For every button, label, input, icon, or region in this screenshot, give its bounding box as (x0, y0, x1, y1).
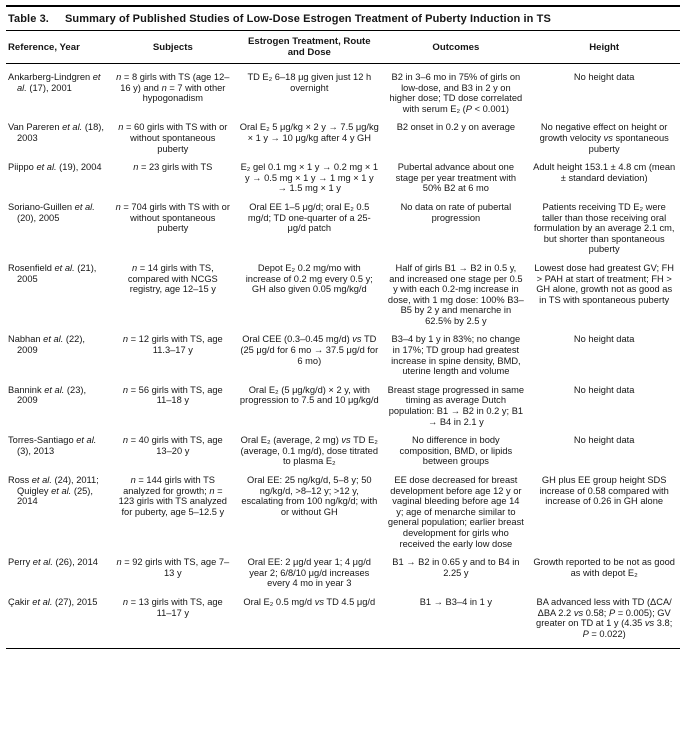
cell-outcomes: B2 in 3–6 mo in 75% of girls on low-dose, and B3 in 2 y on higher dose; TD dose correlated with serum E₂ (P < 0.001) (389, 72, 523, 114)
table-row (6, 64, 680, 115)
table-body (6, 64, 680, 649)
column-header-outcomes: Outcomes (383, 31, 528, 64)
table-row (6, 377, 680, 427)
cell-height: No negative effect on height or growth velocity vs spontaneous puberty (539, 122, 669, 154)
cell-treatment: Oral CEE (0.3–0.45 mg/d) vs TD (25 μg/d for 6 mo → 37.5 μg/d for 6 mo) (240, 334, 379, 366)
cell-treatment: Oral E₂ (5 μg/kg/d) × 2 y, with progression to 7.5 and 10 μg/kg/d (239, 384, 379, 406)
cell-subjects: n = 13 girls with TS, age 11–17 y (122, 596, 223, 618)
cell-reference: Rosenfield et al. (21), 2005 (8, 262, 97, 284)
cell-treatment: Oral EE: 2 μg/d year 1; 4 μg/d year 2; 6/8/10 μg/d increases every 4 mo in year 3 (247, 557, 371, 589)
cell-subjects: n = 8 girls with TS (age 12–16 y) and n = 7 with other hypogonadism (116, 72, 230, 104)
cell-treatment: Oral EE 1–5 μg/d; oral E₂ 0.5 mg/d; TD one-quarter of a 25-μg/d patch (247, 201, 371, 234)
cell-treatment: Depot E₂ 0.2 mg/mo with increase of 0.2 mg every 0.5 y; GH also given 0.05 mg/kg/d (245, 262, 373, 295)
cell-height: No height data (573, 334, 635, 345)
cell-reference: Bannink et al. (23), 2009 (8, 384, 87, 406)
table-row (6, 114, 680, 154)
cell-treatment: Oral E₂ 5 μg/kg × 2 y → 7.5 μg/kg × 1 y → 10 μg/kg after 4 y GH (239, 122, 379, 143)
cell-treatment: E₂ gel 0.1 mg × 1 y → 0.2 mg × 1 y → 0.5 mg × 1 y → 1 mg × 1 y → 1.5 mg × 1 y (240, 162, 379, 194)
studies-table (6, 31, 680, 649)
table-row (6, 255, 680, 327)
cell-height: Patients receiving TD E₂ were taller than those receiving oral formulation by an average 2.1 cm, but shorter than spontaneous puberty (533, 201, 675, 255)
table-number: Table 3. (8, 13, 49, 25)
cell-outcomes: B3–4 by 1 y in 83%; no change in 17%; TD group had greatest increase in spine density, BMD, uterine length and volume (391, 334, 521, 377)
cell-height: Adult height 153.1 ± 4.8 cm (mean ± standard deviation) (533, 162, 676, 183)
cell-reference: Soriano-Guillen et al. (20), 2005 (8, 201, 95, 223)
cell-subjects: n = 56 girls with TS, age 11–18 y (122, 384, 223, 406)
cell-reference: Ross et al. (24), 2011; Quigley et al. (25), 2014 (8, 475, 99, 507)
cell-treatment: Oral E₂ 0.5 mg/d vs TD 4.5 μg/d (243, 596, 376, 607)
cell-outcomes: B1 → B3–4 in 1 y (419, 596, 493, 607)
column-header-estrogen-treatment: Estrogen Treatment, Route and Dose (235, 31, 383, 64)
cell-outcomes: No difference in body composition, BMD, or lipids between groups (399, 435, 513, 467)
cell-outcomes: Half of girls B1 → B2 in 0.5 y, and increased one stage per 0.5 y with each 0.2-mg increase in dose, with 1 mg dose: 100% B3–B5 by 2 y and menarche in 62.5% by 2.5 y (387, 262, 524, 326)
cell-treatment: Oral EE: 25 ng/kg/d, 5–8 y; 50 ng/kg/d, >8–12 y; >12 y, escalating from 100 ng/kg/d; with or without GH (241, 475, 378, 517)
cell-reference: Nabhan et al. (22), 2009 (8, 334, 86, 356)
cell-outcomes: B2 onset in 0.2 y on average (396, 122, 516, 133)
cell-reference: Ankarberg-Lindgren et al. (17), 2001 (8, 72, 101, 93)
cell-subjects: n = 704 girls with TS with or without spontaneous puberty (115, 201, 230, 234)
cell-height: Growth reported to be not as good as with depot E₂ (533, 557, 675, 578)
table-row (6, 326, 680, 376)
cell-outcomes: Pubertal advance about one stage per year treatment with 50% B2 at 6 mo (395, 162, 517, 194)
cell-outcomes: Breast stage progressed in same timing as average Dutch population: B1 → B2 in 0.2 y; B1 → B4 in 2.1 y (387, 384, 525, 427)
cell-height: Lowest dose had greatest GV; FH > PAH at start of treatment; FH > GH alone, growth not as good as in TS with spontaneous puberty (534, 262, 675, 305)
table-caption (6, 5, 680, 31)
column-header-reference-year: Reference, Year (6, 31, 110, 64)
table-row (6, 427, 680, 467)
cell-outcomes: No data on rate of pubertal progression (400, 201, 512, 223)
cell-reference: Van Pareren et al. (18), 2003 (8, 122, 104, 143)
table-row (6, 549, 680, 589)
column-header-height: Height (528, 31, 680, 64)
cell-subjects: n = 144 girls with TS analyzed for growth; n = 123 girls with TS analyzed for puberty, age 5–12.5 y (118, 475, 227, 517)
header-row (6, 31, 680, 64)
cell-height: No height data (573, 435, 635, 446)
cell-subjects: n = 14 girls with TS, compared with NCGS registry, age 12–15 y (127, 262, 218, 295)
cell-height: BA advanced less with TD (ΔCA/ΔBA 2.2 vs 0.58; P = 0.005); GV greater on TD at 1 y (4.35 vs 3.8; P = 0.022) (536, 596, 673, 639)
table-row (6, 589, 680, 649)
table-row (6, 467, 680, 549)
cell-subjects: n = 12 girls with TS, age 11.3–17 y (122, 334, 223, 356)
cell-height: No height data (573, 384, 635, 395)
cell-treatment: Oral E₂ (average, 2 mg) vs TD E₂ (average, 0.1 mg/d), dose titrated to plasma E₂ (240, 435, 379, 467)
cell-reference: Torres-Santiago et al. (3), 2013 (8, 435, 97, 456)
cell-reference: Piippo et al. (19), 2004 (8, 162, 102, 173)
cell-height: No height data (573, 72, 635, 82)
table-row (6, 154, 680, 194)
cell-height: GH plus EE group height SDS increase of 0.58 compared with increase of 0.26 in GH alone (539, 475, 669, 507)
cell-subjects: n = 60 girls with TS with or without spontaneous puberty (118, 122, 228, 154)
cell-subjects: n = 23 girls with TS (133, 162, 213, 173)
cell-reference: Çakir et al. (27), 2015 (8, 596, 98, 607)
cell-treatment: TD E₂ 6–18 μg given just 12 h overnight (247, 72, 372, 93)
table-row (6, 194, 680, 255)
table-title: Summary of Published Studies of Low-Dose Estrogen Treatment of Puberty Induction in TS (64, 13, 551, 25)
cell-reference: Perry et al. (26), 2014 (8, 557, 98, 568)
cell-outcomes: B1 → B2 in 0.65 y and to B4 in 2.25 y (392, 557, 520, 578)
cell-subjects: n = 92 girls with TS, age 7–13 y (116, 557, 230, 578)
cell-subjects: n = 40 girls with TS, age 13–20 y (122, 435, 223, 456)
cell-outcomes: EE dose decreased for breast development before age 12 y or vaginal bleeding before age 14 y; age of menarche similar to general population; earlier breast development for girls who received the early low dose (387, 475, 524, 549)
column-header-subjects: Subjects (110, 31, 235, 64)
